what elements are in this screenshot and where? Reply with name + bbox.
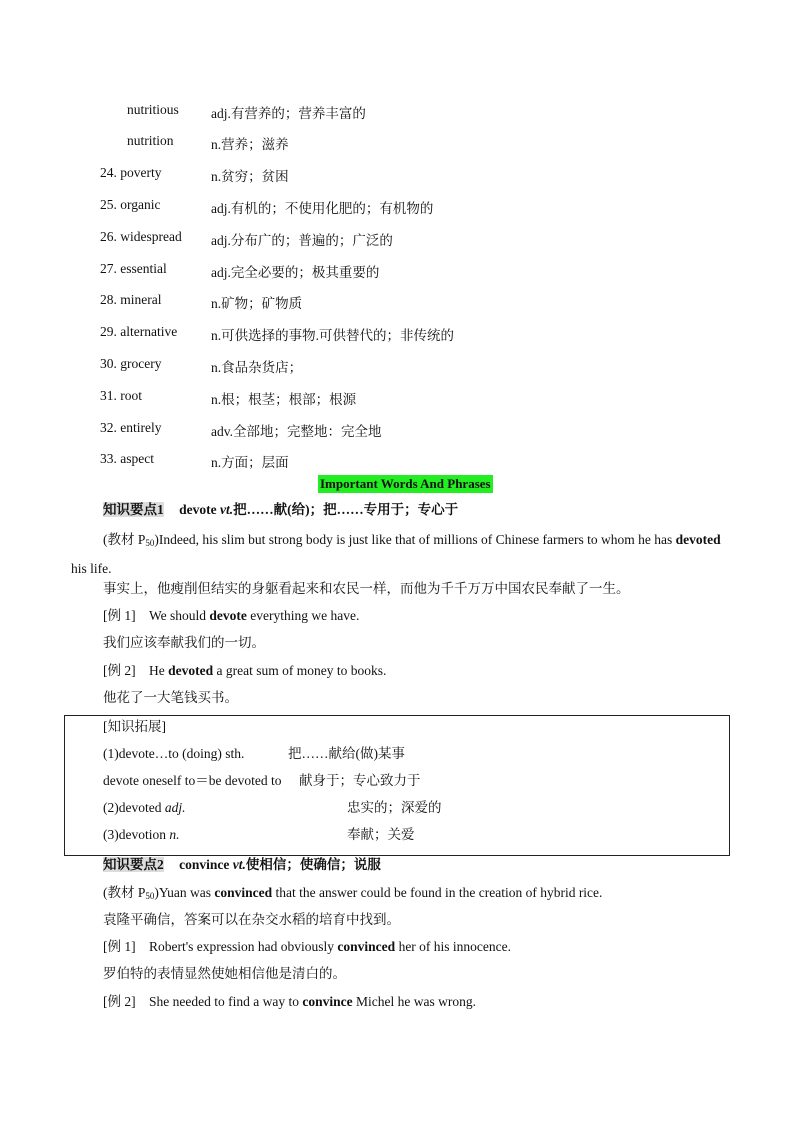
box-row-4 — [103, 825, 723, 845]
example-text-end: Michel he was wrong. — [352, 994, 476, 1009]
example-1-translation: 我们应该奉献我们的一切。 — [103, 635, 265, 650]
vocab-word: 26. widespread — [100, 229, 182, 244]
example-1 — [103, 606, 723, 626]
vocab-definition: n.营养；滋养 — [211, 137, 289, 152]
vocab-word: 30. grocery — [100, 356, 162, 371]
vocab-word: 24. poverty — [100, 165, 162, 180]
box-row-3 — [103, 798, 723, 818]
section-title: Important Words And Phrases — [320, 476, 491, 491]
key-point-2-heading — [103, 855, 723, 875]
box-meaning: 忠实的；深爱的 — [347, 800, 442, 815]
vocab-word: 33. aspect — [100, 451, 154, 466]
vocab-row — [100, 133, 700, 153]
vocab-row — [100, 261, 700, 281]
box-meaning: 奉献；关爱 — [347, 827, 415, 842]
source-text-end: that the answer could be found in the creation of hybrid rice. — [272, 885, 603, 900]
textbook-source-sentence-2 — [103, 883, 723, 906]
example-2-translation: 他花了一大笔钱买书。 — [103, 690, 238, 705]
vocab-word: 32. entirely — [100, 420, 162, 435]
source-prefix: (教材 P — [103, 532, 146, 547]
vocab-word: 31. root — [100, 388, 142, 403]
box-pos: n. — [169, 827, 180, 842]
vocab-row — [100, 388, 700, 408]
example-2 — [103, 661, 723, 681]
vocab-word: nutrition — [127, 133, 174, 148]
vocab-definition: adj.有营养的；营养丰富的 — [211, 106, 366, 121]
vocab-word: 28. mineral — [100, 292, 162, 307]
key-point-1-heading — [103, 500, 723, 520]
vocab-definition: adj.完全必要的；极其重要的 — [211, 265, 380, 280]
box-phrase: (2)devoted — [103, 800, 165, 815]
vocab-row — [100, 165, 700, 185]
vocab-row — [100, 292, 700, 312]
box-meaning: 把……献给(做)某事 — [288, 746, 405, 761]
vocab-row — [100, 102, 700, 122]
vocab-definition: adj.分布广的；普遍的；广泛的 — [211, 233, 393, 248]
example-keyword: convince — [302, 994, 353, 1009]
box-pos: adj. — [164, 800, 186, 815]
vocab-row — [100, 324, 700, 344]
box-heading: [知识拓展] — [103, 719, 166, 734]
key-word: devote — [179, 502, 217, 517]
vocab-row — [100, 356, 700, 376]
box-phrase: (3)devotion — [103, 827, 170, 842]
textbook-source-sentence — [71, 527, 723, 582]
vocab-word: 25. organic — [100, 197, 161, 212]
example-keyword: devoted — [168, 663, 214, 678]
vocab-definition: n.方面；层面 — [211, 455, 289, 470]
example-text: Robert's expression had obviously — [149, 939, 338, 954]
key-point-label: 知识要点1 — [103, 502, 164, 517]
example-tag: [例 1] — [103, 939, 136, 954]
example-text: He — [149, 663, 169, 678]
example-4 — [103, 992, 723, 1012]
vocab-definition: n.可供选择的事物.可供替代的；非传统的 — [211, 328, 454, 343]
example-text: She needed to find a way to — [149, 994, 303, 1009]
source-prefix: (教材 P — [103, 885, 146, 900]
source-text-end: his life. — [71, 561, 112, 576]
part-of-speech: vt. — [220, 502, 234, 517]
key-word: convince — [179, 857, 230, 872]
example-text-end: her of his innocence. — [395, 939, 512, 954]
vocab-row — [100, 197, 700, 217]
example-tag: [例 2] — [103, 663, 136, 678]
box-meaning: 献身于；专心致力于 — [299, 773, 421, 788]
example-tag: [例 2] — [103, 994, 136, 1009]
vocab-word: nutritious — [127, 102, 179, 117]
example-3-translation: 罗伯特的表情显然使她相信他是清白的。 — [103, 966, 346, 981]
example-tag: [例 1] — [103, 608, 136, 623]
source-text: )Indeed, his slim but strong body is just like that of millions of Chinese farmers to whom he has — [154, 532, 673, 547]
box-phrase: devote oneself to＝be devoted to — [103, 773, 282, 788]
vocab-definition: n.矿物；矿物质 — [211, 296, 303, 311]
vocab-word: 29. alternative — [100, 324, 178, 339]
vocab-definition: n.食品杂货店； — [211, 360, 303, 375]
vocab-row — [100, 451, 700, 471]
example-keyword: devote — [209, 608, 247, 623]
source-page: 50 — [145, 891, 155, 901]
source-translation: 事实上，他瘦削但结实的身躯看起来和农民一样，而他为千千万万中国农民奉献了一生。 — [103, 581, 630, 596]
key-point-label: 知识要点2 — [103, 857, 164, 872]
vocab-row — [100, 229, 700, 249]
box-phrase: (1)devote…to (doing) sth. — [103, 746, 245, 761]
source-text: )Yuan was — [154, 885, 215, 900]
example-text: We should — [149, 608, 210, 623]
vocab-word: 27. essential — [100, 261, 167, 276]
source-keyword: convinced — [214, 885, 273, 900]
source-page: 50 — [145, 538, 155, 548]
vocab-definition: n.根；根茎；根部；根源 — [211, 392, 357, 407]
vocab-definition: adj.有机的；不使用化肥的；有机物的 — [211, 201, 434, 216]
source-keyword: devoted — [675, 532, 721, 547]
vocab-definition: adv.全部地；完整地：完全地 — [211, 424, 382, 439]
example-text-end: a great sum of money to books. — [213, 663, 387, 678]
key-meaning: 把……献(给)；把……专用于；专心于 — [233, 502, 459, 517]
vocab-row — [100, 420, 700, 440]
key-meaning: 使相信；使确信；说服 — [245, 857, 381, 872]
part-of-speech: vt. — [232, 857, 246, 872]
source-translation-2: 袁隆平确信，答案可以在杂交水稻的培育中找到。 — [103, 912, 400, 927]
vocab-definition: n.贫穷；贫困 — [211, 169, 289, 184]
box-row-1 — [103, 744, 723, 764]
example-text-end: everything we have. — [246, 608, 360, 623]
example-keyword: convinced — [337, 939, 396, 954]
example-3 — [103, 937, 723, 957]
box-row-2 — [103, 771, 723, 791]
